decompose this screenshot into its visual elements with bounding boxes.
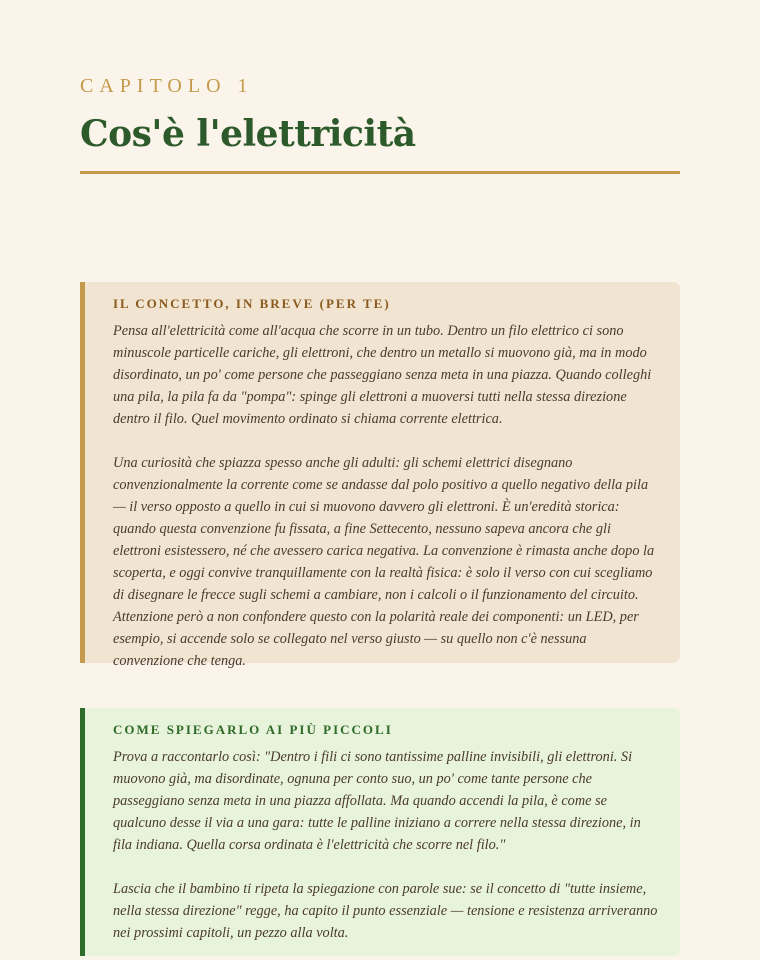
- kids-paragraph-2: Lascia che il bambino ti ripeta la spiegazione con parole sue: se il concetto di "tutte insieme, nella stessa direzione" regge, ha capito il punto essenziale — tensione e resistenza arriveranno nei prossimi capitoli, un pezzo alla volta.: [113, 881, 658, 941]
- adult-box-heading: IL CONCETTO, IN BREVE (PER TE): [113, 296, 391, 311]
- chapter-label: CAPITOLO 1: [80, 75, 254, 97]
- adult-paragraph-1: Pensa all'elettricità come all'acqua che scorre in un tubo. Dentro un filo elettrico ci sono minuscole particelle cariche, gli elettroni, che dentro un metallo si muovono già, ma in modo disordinato, un po' come persone che passeggiano senza meta in una piazza. Quando colleghi una pila, la pila fa da "pompa": spinge gli elettroni a muoversi tutti nella stessa direzione dentro il filo. Quel movimento ordinato si chiama corrente elettrica.: [113, 323, 652, 427]
- kids-paragraph-1: Prova a raccontarlo così: "Dentro i fili ci sono tantissime palline invisibili, gli elettroni. Si muovono già, ma disordinate, ognuna per conto suo, un po' come tante persone che passeggiano senza meta in una piazza affollata. Ma quando accendi la pila, è come se qualcuno desse il via a una gara: tutte le palline iniziano a correre nella stessa direzione, in fila indiana. Quella corsa ordinata è l'elettricità che scorre nel filo.": [113, 749, 641, 853]
- kids-explanation-box: [80, 708, 680, 956]
- kids-box-heading: COME SPIEGARLO AI PIÙ PICCOLI: [113, 722, 393, 737]
- title-divider: [80, 171, 680, 174]
- adult-paragraph-2: Una curiosità che spiazza spesso anche gli adulti: gli schemi elettrici disegnano convenzionalmente la corrente come se andasse dal polo positivo a quello negativo della pila — il verso opposto a quello in cui si muovono davvero gli elettroni. È un'eredità storica: quando questa convenzione fu fissata, a fine Settecento, nessuno sapeva ancora che gli elettroni esistessero, né che avessero carica negativa. La convenzione è rimasta anche dopo la scoperta, e oggi convive tranquillamente con la realtà fisica: è solo il verso con cui scegliamo di disegnare le frecce sugli schemi a cambiare, non i calcoli o il funzionamento del circuito. Attenzione però a non confondere questo con la polarità reale dei componenti: un LED, per esempio, si accende solo se collegato nel verso giusto — su quello non c'è nessuna convenzione che tenga.: [113, 455, 655, 669]
- chapter-page: [80, 72, 680, 941]
- adult-explanation-box: [80, 282, 680, 669]
- page-title: Cos'è l'elettricità: [80, 113, 416, 155]
